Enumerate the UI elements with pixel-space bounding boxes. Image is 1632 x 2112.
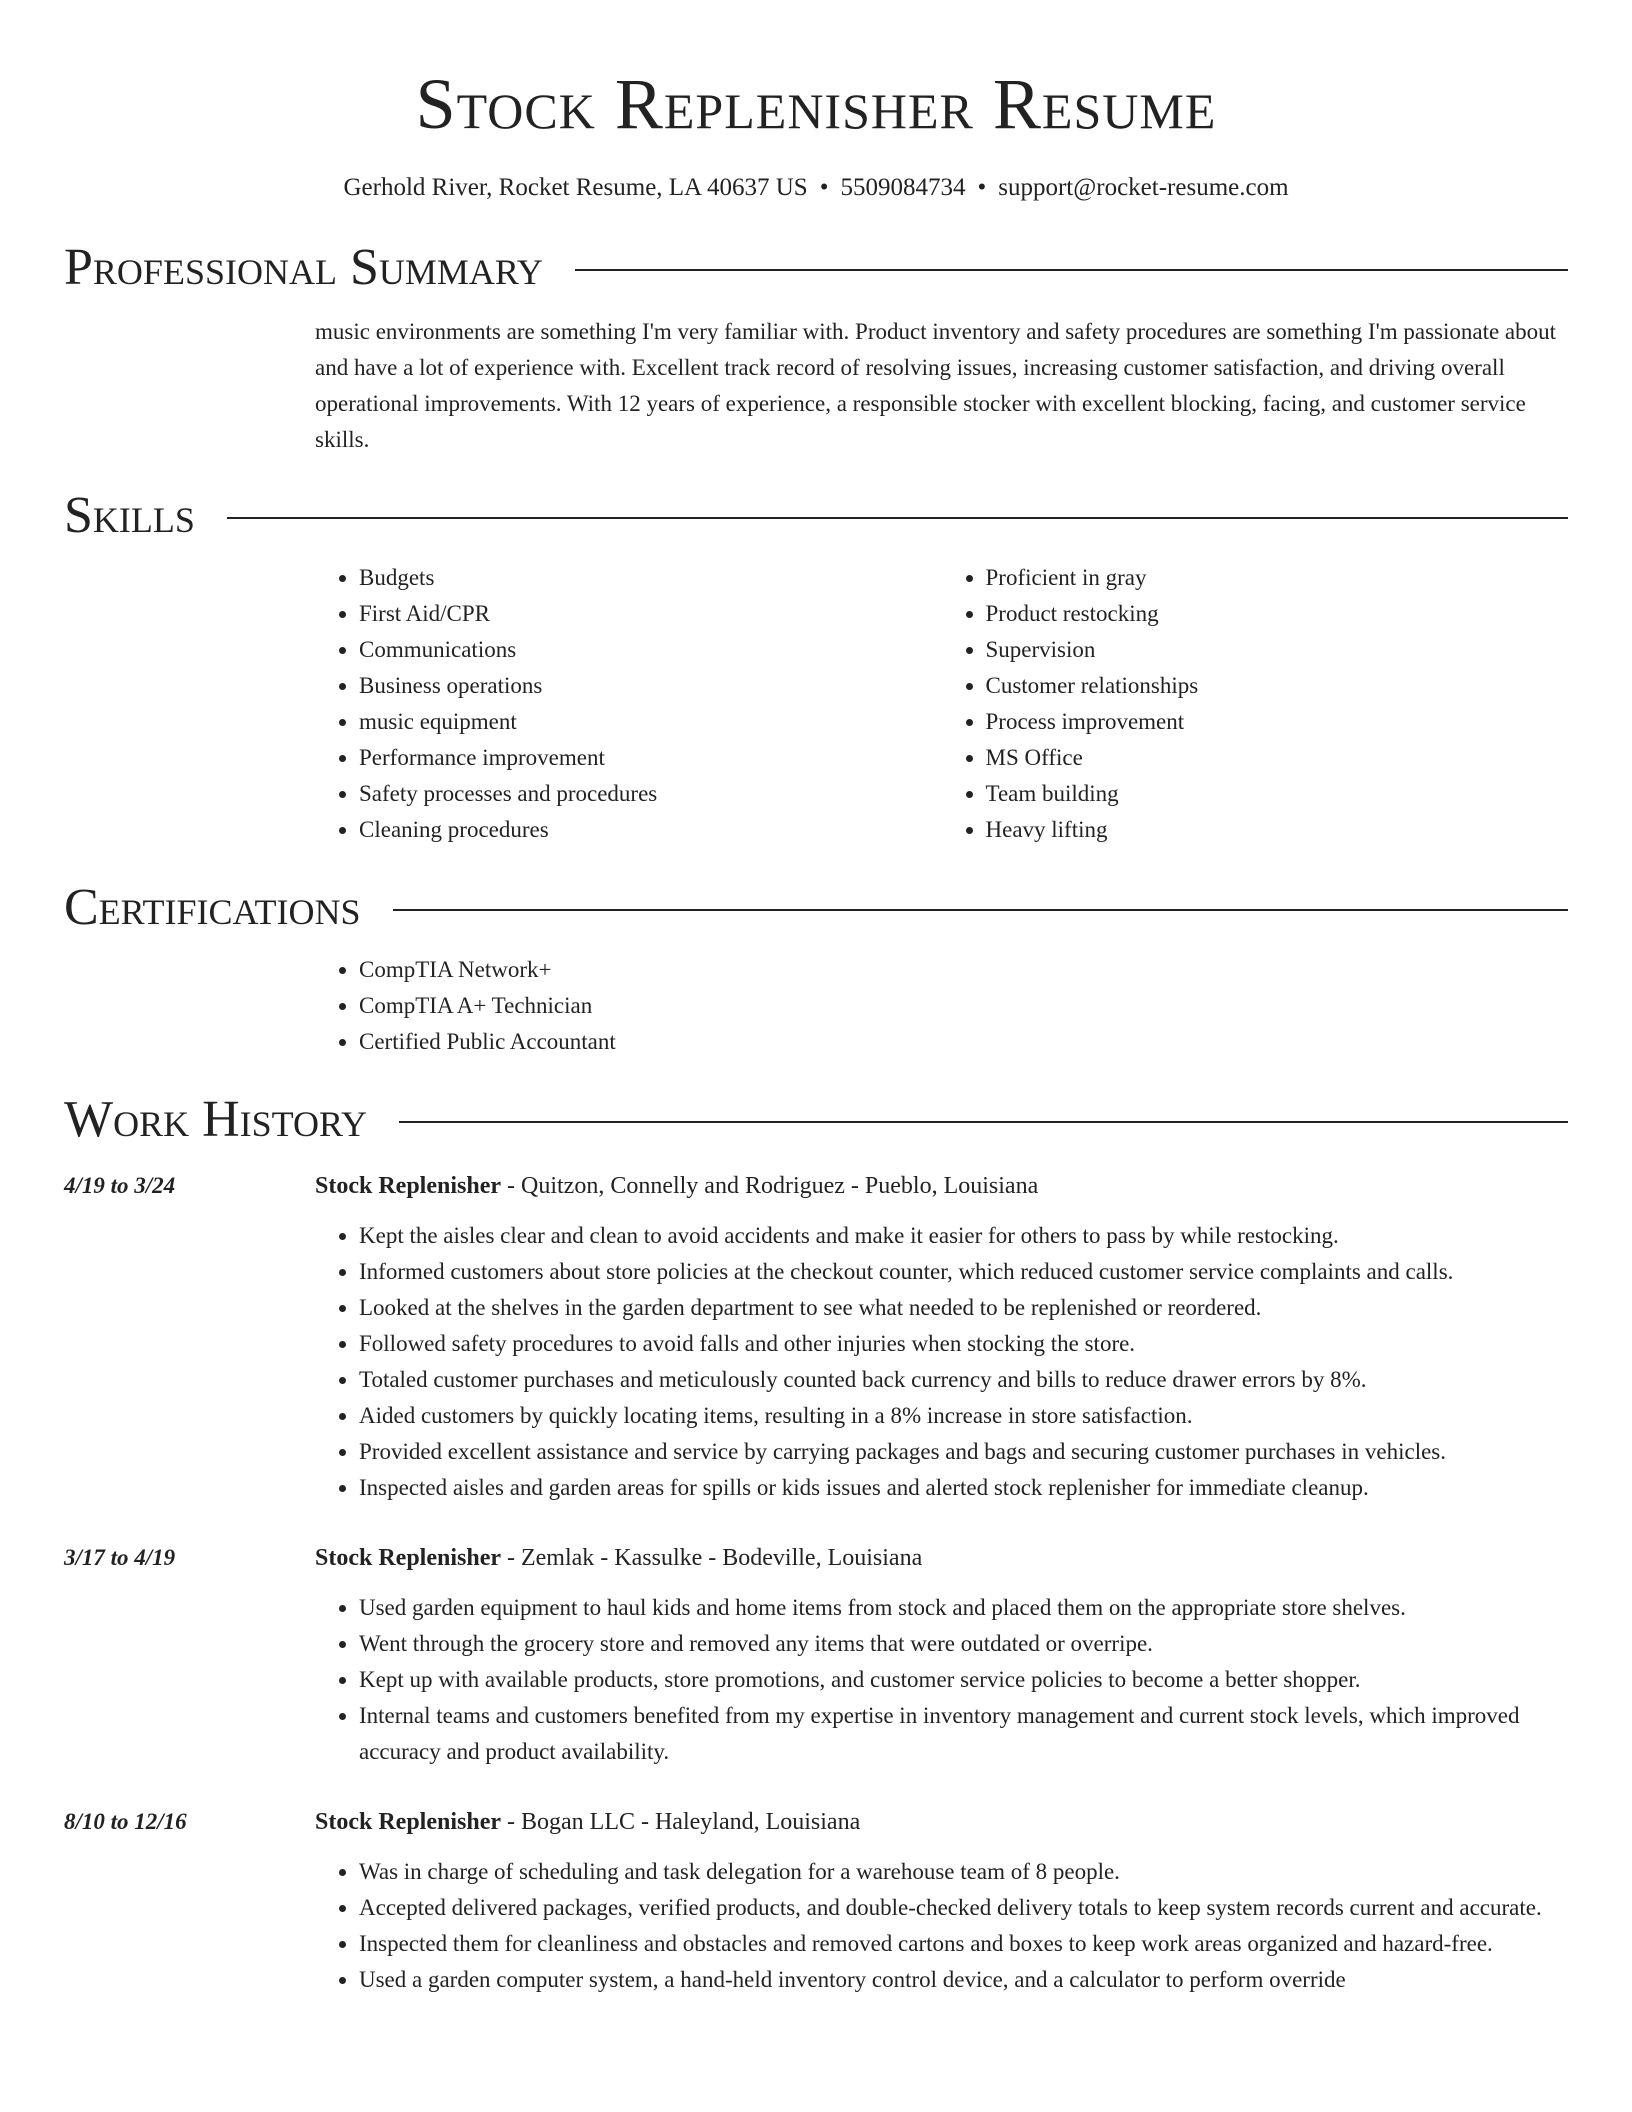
- certifications-body: [315, 952, 1568, 1060]
- list-item: • Performance improvement: [359, 740, 942, 776]
- list-item: • music equipment: [359, 704, 942, 740]
- job-dates: 8/10 to 12/16: [64, 1809, 187, 1834]
- certifications-section: [64, 878, 1568, 1060]
- section-divider: [227, 517, 1568, 519]
- job-employer-location: - Quitzon, Connelly and Rodriguez - Pueblo, Louisiana: [501, 1173, 1039, 1199]
- list-item: • Customer relationships: [986, 668, 1569, 704]
- job-title: Stock Replenisher: [315, 1545, 501, 1571]
- job-details: [315, 1168, 1568, 1506]
- work-history-list: [64, 1168, 1568, 1998]
- work-heading: Work History: [64, 1091, 368, 1148]
- list-item: • Provided excellent assistance and service by carrying packages and bags and securing customer purchases in vehicles.: [359, 1434, 1568, 1470]
- summary-header: [64, 238, 1568, 298]
- certifications-heading: Certifications: [64, 879, 361, 936]
- certifications-header: [64, 878, 1568, 938]
- summary-section: [64, 238, 1568, 458]
- job-entry: [64, 1804, 1568, 1998]
- section-divider: [399, 1121, 1568, 1123]
- list-item: • Was in charge of scheduling and task delegation for a warehouse team of 8 people.: [359, 1854, 1568, 1890]
- job-bullets: [315, 1218, 1568, 1506]
- list-item: • Communications: [359, 632, 942, 668]
- list-item: • CompTIA Network+: [359, 952, 1568, 988]
- summary-text: music environments are something I'm very familiar with. Product inventory and safety procedures are something I'm passionate about and have a lot of experience with. Excellent track record of resolving issues, increasing customer satisfaction, and driving overall operational improvements. With 12 years of experience, a responsible stocker with excellent blocking, facing, and customer service skills.: [315, 319, 1557, 452]
- summary-heading: Professional Summary: [64, 239, 543, 296]
- list-item: • Inspected them for cleanliness and obstacles and removed cartons and boxes to keep work areas organized and hazard-free.: [359, 1926, 1568, 1962]
- job-employer-location: - Bogan LLC - Haleyland, Louisiana: [501, 1809, 861, 1835]
- list-item: • Process improvement: [986, 704, 1569, 740]
- skills-section: [64, 486, 1568, 848]
- list-item: • Safety processes and procedures: [359, 776, 942, 812]
- list-item: • Kept up with available products, store promotions, and customer service policies to become a better shopper.: [359, 1662, 1568, 1698]
- list-item: • Used a garden computer system, a hand-held inventory control device, and a calculator to perform override: [359, 1962, 1568, 1998]
- list-item: • Went through the grocery store and removed any items that were outdated or overripe.: [359, 1626, 1568, 1662]
- job-heading: [315, 1540, 1568, 1576]
- resume-title: Stock Replenisher Resume: [415, 64, 1217, 144]
- list-item: • Accepted delivered packages, verified products, and double-checked delivery totals to keep system records current and accurate.: [359, 1890, 1568, 1926]
- list-item: • Used garden equipment to haul kids and home items from stock and placed them on the appropriate store shelves.: [359, 1590, 1568, 1626]
- list-item: • Supervision: [986, 632, 1569, 668]
- contact-separator: •: [977, 174, 987, 201]
- list-item: • Inspected aisles and garden areas for spills or kids issues and alerted stock replenisher for immediate cleanup.: [359, 1470, 1568, 1506]
- job-title: Stock Replenisher: [315, 1809, 501, 1835]
- list-item: • Looked at the shelves in the garden department to see what needed to be replenished or reordered.: [359, 1290, 1568, 1326]
- job-title: Stock Replenisher: [315, 1173, 501, 1199]
- list-item: • Internal teams and customers benefited from my expertise in inventory management and current stock levels, which improved accuracy and product availability.: [359, 1698, 1568, 1770]
- contact-separator: •: [819, 174, 829, 201]
- resume-page: [64, 0, 1568, 1998]
- contact-email: support@rocket-resume.com: [998, 174, 1289, 201]
- job-details: [315, 1540, 1568, 1770]
- list-item: • First Aid/CPR: [359, 596, 942, 632]
- job-dates: 4/19 to 3/24: [64, 1173, 176, 1198]
- list-item: • Informed customers about store policies at the checkout counter, which reduced customer service complaints and calls.: [359, 1254, 1568, 1290]
- list-item: • CompTIA A+ Technician: [359, 988, 1568, 1024]
- contact-phone: 5509084734: [840, 174, 966, 201]
- job-entry: [64, 1540, 1568, 1770]
- work-header: [64, 1090, 1568, 1150]
- list-item: • Aided customers by quickly locating items, resulting in a 8% increase in store satisfaction.: [359, 1398, 1568, 1434]
- skills-header: [64, 486, 1568, 546]
- certifications-list: [315, 952, 1568, 1060]
- list-item: • Proficient in gray: [986, 560, 1569, 596]
- list-item: • Followed safety procedures to avoid falls and other injuries when stocking the store.: [359, 1326, 1568, 1362]
- list-item: • Budgets: [359, 560, 942, 596]
- list-item: • Team building: [986, 776, 1569, 812]
- job-entry: [64, 1168, 1568, 1506]
- skills-list-left: [315, 560, 942, 848]
- contact-line: [64, 174, 1568, 202]
- list-item: • Totaled customer purchases and meticulously counted back currency and bills to reduce drawer errors by 8%.: [359, 1362, 1568, 1398]
- list-item: • Kept the aisles clear and clean to avoid accidents and make it easier for others to pass by while restocking.: [359, 1218, 1568, 1254]
- list-item: • Product restocking: [986, 596, 1569, 632]
- contact-address: Gerhold River, Rocket Resume, LA 40637 US: [343, 174, 808, 201]
- section-divider: [393, 909, 1568, 911]
- skills-heading: Skills: [64, 487, 195, 544]
- skills-columns: [315, 560, 1568, 848]
- list-item: • Business operations: [359, 668, 942, 704]
- list-item: • Heavy lifting: [986, 812, 1569, 848]
- job-dates: 3/17 to 4/19: [64, 1545, 176, 1570]
- job-bullets: [315, 1854, 1568, 1998]
- job-bullets: [315, 1590, 1568, 1770]
- work-section: [64, 1090, 1568, 1998]
- skills-list-right: [942, 560, 1569, 848]
- job-employer-location: - Zemlak - Kassulke - Bodeville, Louisiana: [501, 1545, 923, 1571]
- job-heading: [315, 1804, 1568, 1840]
- job-heading: [315, 1168, 1568, 1204]
- list-item: • Cleaning procedures: [359, 812, 942, 848]
- job-details: [315, 1804, 1568, 1998]
- list-item: • MS Office: [986, 740, 1569, 776]
- section-divider: [575, 269, 1568, 271]
- list-item: • Certified Public Accountant: [359, 1024, 1568, 1060]
